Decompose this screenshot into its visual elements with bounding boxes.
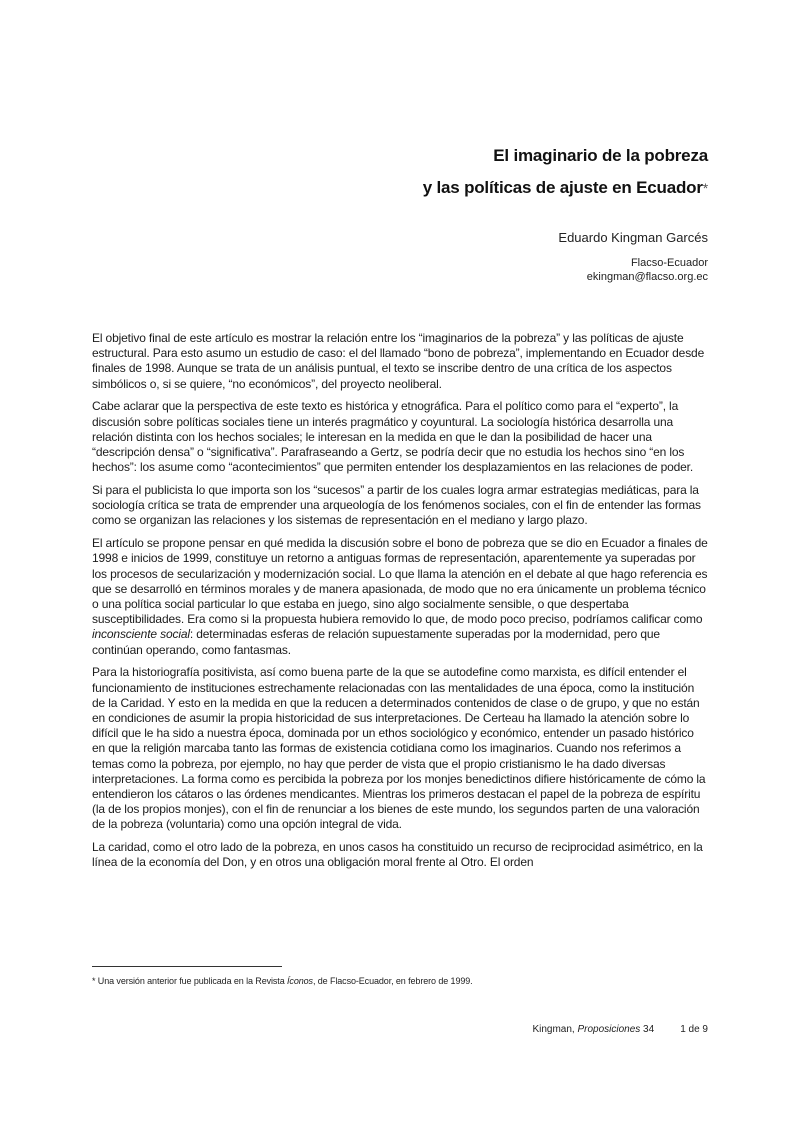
author-affiliation: Flacso-Ecuador — [630, 257, 708, 269]
author-name: Eduardo Kingman Garcés — [558, 230, 708, 245]
paragraph-5: Para la historiografía positivista, así como buena parte de la que se autodefine como marxista, es difícil entender el funcionamiento de instituciones estrechamente relacionadas con las mentalidades de una época, como la institución de la Caridad. Y esto en la medida en que la reducen a determinados contenidos de clase o de grupo, y que no están en condiciones de asumir la propia historicidad de sus interpretaciones. De Certeau ha llamado la atención sobre lo difícil que le ha sido a nuestra época, dominada por un ethos sociológico y económico, entender un pasado histórico en que la religión marcaba tanto las formas de existencia cotidiana como los imaginarios. Cuando nos referimos a temas como la pobreza, por ejemplo, no hay que perder de vista que el propio cristianismo le ha dado diversas interpretaciones. La forma como es percibida la pobreza por los monjes benedictinos difiere históricamente de cómo la entendieron los cátaros o las órdenes mendicantes. Mientras los primeros destacan el papel de la pobreza de espíritu (la de los propios monjes), con el fin de renunciar a los bienes de este mundo, los segundos parten de una valoración de la pobreza (voluntaria) como una opción integral de vida. — [92, 665, 706, 832]
footnote-text-end: , de Flacso-Ecuador, en febrero de 1999. — [312, 976, 473, 986]
paragraph-6: La caridad, como el otro lado de la pobreza, en unos casos ha constituido un recurso de reciprocidad asimétrico, en la línea de la economía del Don, y en otros una obligación moral frente al Otro. El orden — [92, 840, 703, 870]
article-body — [92, 331, 709, 878]
paragraph-4-end: : determinadas esferas de relación supuestamente superadas por la modernidad, pero que continúan operando, como fantasmas. — [92, 627, 660, 657]
footnote-text-start: Una versión anterior fue publicada en la Revista — [95, 976, 288, 986]
footnote-marker: * — [92, 976, 96, 986]
paragraph-4 — [92, 536, 709, 658]
footnote — [92, 976, 473, 986]
author-email: ekingman@flacso.org.ec — [586, 271, 708, 283]
footer-author: Kingman — [532, 1024, 572, 1035]
paragraph-2: Cabe aclarar que la perspectiva de este texto es histórica y etnográfica. Para el político como para el “experto”, la discusión sobre políticas sociales tiene un interés pragmático y coyuntural. La sociología histórica desarrolla una relación distinta con los hechos sociales; le interesan en la medida en que le dan la posibilidad de hacer una “descripción densa” o “significativa”. Parafraseando a Gertz, se podría decir que no estudia los hechos sino “en los hechos”: los asume como “acontecimientos” que permiten entender los desplazamientos en las relaciones de poder. — [92, 399, 694, 475]
author-affiliation-block — [587, 256, 708, 284]
title-line-2 — [423, 172, 708, 204]
paragraph-4-start: El artículo se propone pensar en qué medida la discusión sobre el bono de pobreza que se dio en Ecuador a finales de 1998 e inicios de 1999, constituye un retorno a antiguas formas de representación, aparentemente ya superadas por los procesos de secularización y modernización social. Lo que llama la atención en el debate al que hago referencia es que se desarrolló en términos morales y de manera apasionada, de modo que no era únicamente un problema técnico o una política social particular lo que estaba en juego, sino algo socialmente sensible, o que despertaba susceptibilidades. Era como si la propuesta hubiera removido lo que, de modo poco preciso, podríamos calificar como — [92, 536, 708, 627]
footer-journal: Proposiciones — [577, 1024, 641, 1035]
paragraph-4-italic: inconsciente social — [92, 627, 190, 642]
paragraph-3: Si para el publicista lo que importa son los “sucesos” a partir de los cuales logra armar estrategias mediáticas, para la sociología crítica se trata de emprender una arqueología de los fenómenos sociales, con el fin de entender las formas como se organizan las relaciones y los sistemas de representación en el mediano y largo plazo. — [92, 483, 701, 528]
page-footer — [532, 1024, 708, 1035]
footer-issue: 34 — [640, 1024, 655, 1035]
paragraph-1: El objetivo final de este artículo es mostrar la relación entre los “imaginarios de la pobreza” y las políticas de ajuste estructural. Para esto asumo un estudio de caso: el del llamado “bono de pobreza”, implementando en Ecuador desde finales de 1998. Aunque se trata de un análisis puntual, el texto se inscribe dentro de una crítica de los aspectos simbólicos o, si se quiere, “no económicos”, del proyecto neoliberal. — [92, 331, 705, 391]
footer-separator: , — [571, 1024, 578, 1035]
title-line-1: El imaginario de la pobreza — [493, 146, 708, 165]
footnote-divider — [92, 966, 282, 967]
title-footnote-marker: * — [702, 180, 708, 196]
title-block — [423, 140, 708, 204]
footnote-journal: Íconos — [287, 976, 313, 986]
title-line-2-text: y las políticas de ajuste en Ecuador — [422, 178, 703, 197]
page-number: 1 de 9 — [680, 1024, 708, 1035]
